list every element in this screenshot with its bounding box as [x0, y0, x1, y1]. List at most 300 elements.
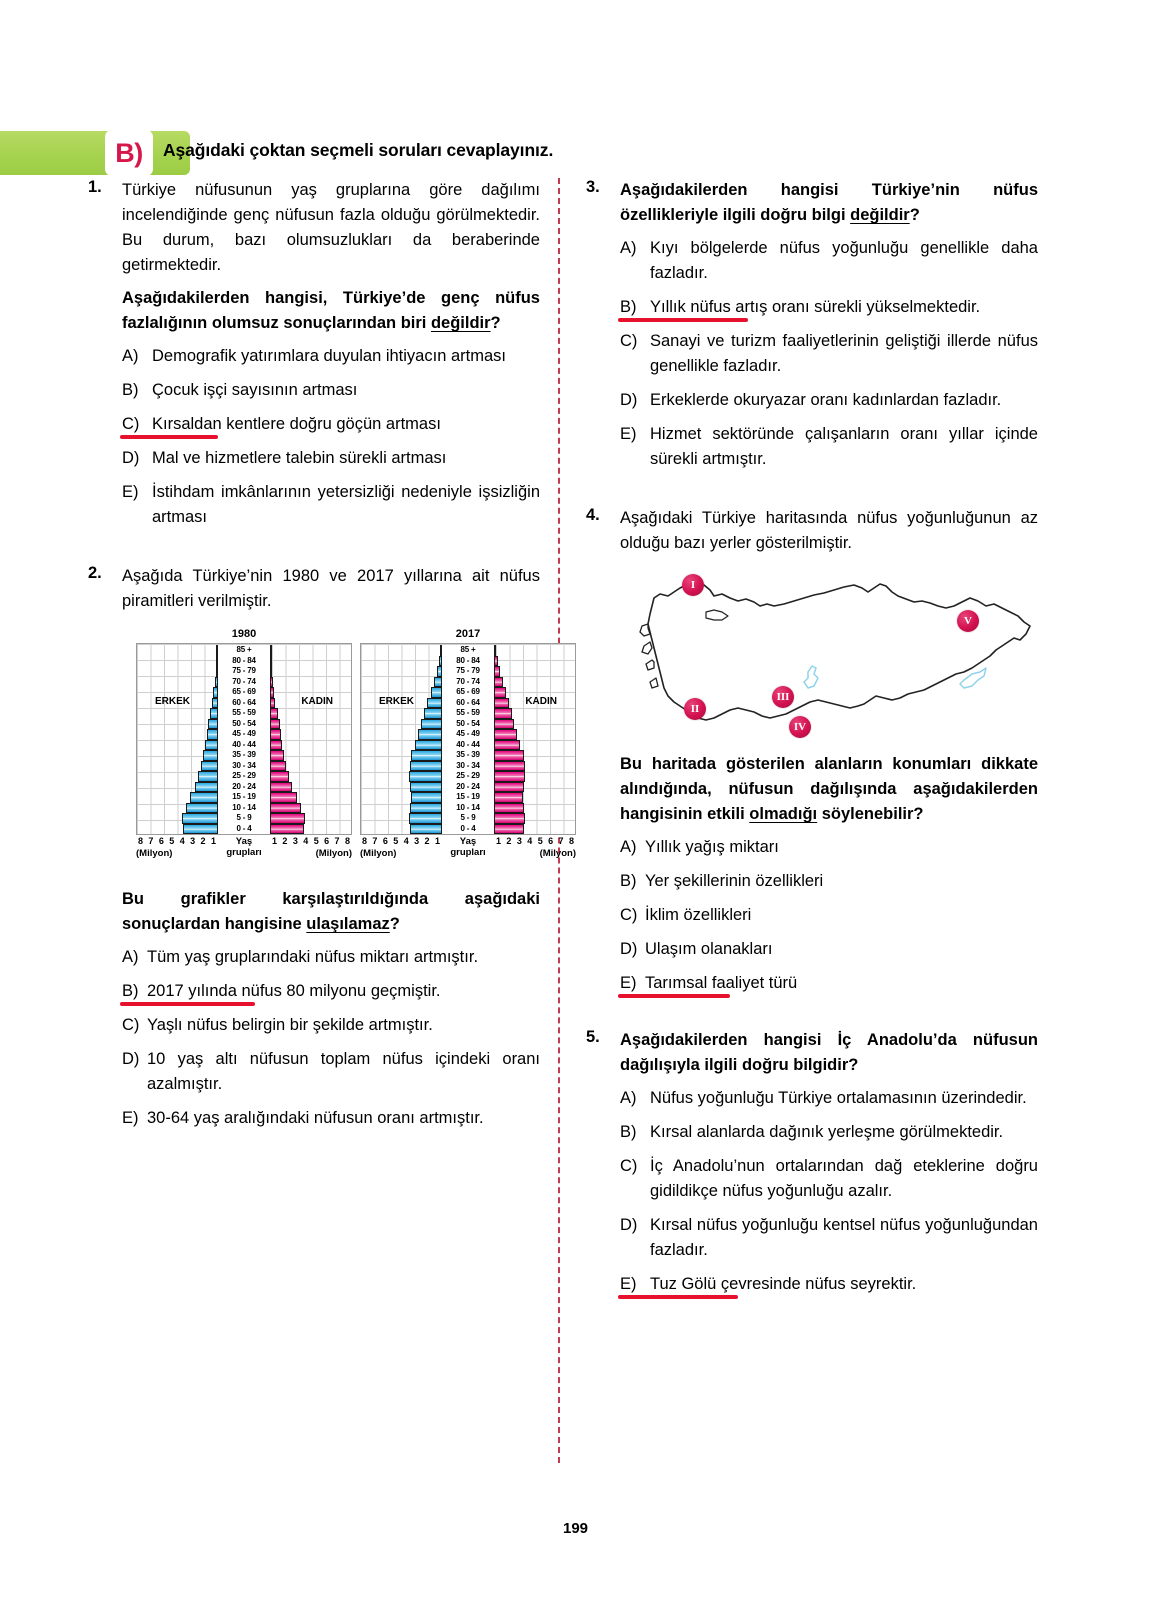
pyramid-bar-female — [494, 813, 525, 824]
axis-tick: 6 — [382, 836, 388, 846]
option-3d[interactable] — [620, 388, 1038, 413]
pyramid-1980-xticks-right — [270, 836, 352, 846]
pyramid-bar-female — [494, 698, 509, 709]
map-marker-v[interactable]: V — [957, 610, 979, 632]
answer-mark-1c — [120, 435, 218, 439]
question-1-prompt-keyword: değildir — [430, 314, 491, 332]
question-3-prompt-keyword: değildir — [850, 206, 910, 224]
pyramid-row — [137, 771, 351, 782]
pyramid-1980-title: 1980 — [231, 628, 257, 640]
axis-tick: 1 — [496, 836, 502, 846]
question-2-prompt-pre: Bu grafikler karşılaştırıldığında aşağıdaki sonuçlardan hangisine — [122, 890, 540, 933]
pyramid-row-female-area — [494, 813, 575, 824]
pyramid-age-label: 70 - 74 — [218, 677, 270, 688]
option-1e-letter: E) — [122, 483, 139, 501]
pyramid-bar-female — [270, 771, 289, 782]
pyramid-bar-male — [409, 813, 442, 824]
axis-tick: 2 — [506, 836, 512, 846]
option-4e-text: Tarımsal faaliyet türü — [645, 974, 798, 992]
pyramid-row-male-area — [137, 792, 218, 803]
pyramid-bar-female — [494, 761, 525, 772]
option-4a-letter: A) — [620, 838, 637, 856]
pyramid-age-label: 10 - 14 — [218, 803, 270, 814]
pyramid-age-label: 30 - 34 — [218, 761, 270, 772]
option-2a[interactable] — [122, 945, 540, 970]
question-3-prompt-pre: Aşağıdakilerden hangisi Türkiye’nin nüfus özellikleriyle ilgili doğru bilgi — [620, 181, 1038, 224]
pyramid-age-label: 5 - 9 — [218, 813, 270, 824]
option-1a[interactable] — [122, 344, 540, 369]
pyramid-row — [361, 761, 575, 772]
pyramid-row — [361, 656, 575, 667]
question-2-number: 2. — [88, 564, 102, 582]
option-2d-letter: D) — [122, 1050, 140, 1068]
pyramid-2017-legend-female: KADIN — [525, 696, 557, 707]
pyramid-row-female-area — [494, 645, 575, 656]
pyramid-bar-male — [186, 803, 218, 814]
pyramid-row — [361, 677, 575, 688]
pyramid-age-label: 55 - 59 — [442, 708, 494, 719]
option-2c-text: Yaşlı nüfus belirgin bir şekilde artmıştır. — [147, 1016, 433, 1034]
pyramid-row-female-area — [270, 719, 351, 730]
pyramid-2017-plot — [360, 643, 576, 835]
question-4 — [586, 506, 1038, 996]
option-3c[interactable] — [620, 329, 1038, 379]
pyramid-row-male-area — [361, 677, 442, 688]
pyramid-2017-axis-center-line1: Yaş — [459, 836, 477, 847]
pyramid-bar-female — [270, 740, 282, 751]
pyramid-row-female-area — [270, 824, 351, 835]
question-1-number: 1. — [88, 178, 102, 196]
pyramid-row-male-area — [361, 645, 442, 656]
axis-tick: 4 — [303, 836, 309, 846]
option-5b-text: Kırsal alanlarda dağınık yerleşme görülmektedir. — [650, 1123, 1004, 1141]
pyramid-bar-female — [494, 750, 524, 761]
pyramid-row — [361, 771, 575, 782]
pyramid-row-female-area — [494, 782, 575, 793]
option-4e[interactable] — [620, 971, 1038, 996]
question-1-prompt-pre: Aşağıdakilerden hangisi, Türkiye’de genç nüfus fazlalığının olumsuz sonuçlarından biri — [122, 289, 540, 332]
pyramid-row-male-area — [137, 677, 218, 688]
axis-tick: 7 — [372, 836, 378, 846]
option-3e-text: Hizmet sektöründe çalışanların oranı yıllar içinde sürekli artmıştır. — [650, 425, 1038, 468]
pyramid-bar-male — [190, 792, 218, 803]
option-3b-letter: B) — [620, 298, 637, 316]
option-5e[interactable] — [620, 1272, 1038, 1297]
pyramid-age-label: 25 - 29 — [442, 771, 494, 782]
pyramid-row — [361, 729, 575, 740]
pyramid-age-label: 80 - 84 — [218, 656, 270, 667]
option-1a-letter: A) — [122, 347, 139, 365]
axis-tick: 4 — [527, 836, 533, 846]
option-4a[interactable] — [620, 835, 1038, 860]
option-4c[interactable] — [620, 903, 1038, 928]
pyramid-age-label: 75 - 79 — [442, 666, 494, 677]
pyramid-row-male-area — [361, 729, 442, 740]
pyramid-1980-legend-male: ERKEK — [155, 696, 191, 707]
pyramid-row — [137, 677, 351, 688]
pyramid-row-female-area — [494, 803, 575, 814]
pyramid-row-male-area — [137, 813, 218, 824]
axis-tick: 5 — [313, 836, 319, 846]
pyramid-bar-female — [494, 645, 496, 656]
option-4d-letter: D) — [620, 940, 638, 958]
question-3-prompt — [620, 178, 1038, 228]
option-4c-text: İklim özellikleri — [645, 906, 752, 924]
section-badge: B) — [105, 130, 153, 176]
pyramid-2017-axis — [360, 835, 576, 869]
map-marker-iv[interactable]: IV — [789, 716, 811, 738]
section-banner — [0, 131, 190, 175]
option-1b-text: Çocuk işçi sayısının artması — [152, 381, 358, 399]
section-title: Aşağıdaki çoktan seçmeli soruları cevaplayınız. — [163, 140, 554, 160]
option-3e[interactable] — [620, 422, 1038, 472]
pyramid-row-male-area — [137, 708, 218, 719]
pyramid-row — [137, 719, 351, 730]
pyramid-row-female-area — [270, 750, 351, 761]
axis-tick: 5 — [169, 836, 175, 846]
axis-tick: 5 — [537, 836, 543, 846]
pyramid-row — [137, 645, 351, 656]
option-3c-letter: C) — [620, 332, 638, 350]
pyramid-1980 — [136, 628, 352, 869]
pyramid-bar-male — [427, 698, 442, 709]
option-5c-text: İç Anadolu’nun ortalarından dağ eteklerine doğru gidildikçe nüfus yoğunluğu azalır. — [650, 1157, 1038, 1200]
axis-tick: 6 — [158, 836, 164, 846]
pyramid-row-female-area — [270, 813, 351, 824]
axis-tick: 4 — [403, 836, 409, 846]
pyramid-1980-rows — [137, 644, 351, 834]
option-1c[interactable] — [122, 412, 540, 437]
pyramid-2017-title: 2017 — [455, 628, 481, 640]
axis-tick: 8 — [362, 836, 368, 846]
option-4c-letter: C) — [620, 906, 638, 924]
pyramid-row — [361, 803, 575, 814]
pyramid-2017-unit-right: (Milyon) — [539, 848, 576, 859]
option-1a-text: Demografik yatırımlara duyulan ihtiyacın artması — [152, 347, 506, 365]
pyramid-bar-female — [494, 708, 512, 719]
question-2-intro: Aşağıda Türkiye’nin 1980 ve 2017 yıllarına ait nüfus piramitleri verilmiştir. — [122, 567, 540, 610]
option-5c[interactable] — [620, 1154, 1038, 1204]
pyramid-row-female-area — [494, 677, 575, 688]
option-4d[interactable] — [620, 937, 1038, 962]
option-3b[interactable] — [620, 295, 1038, 320]
pyramid-row-male-area — [361, 761, 442, 772]
axis-tick: 6 — [548, 836, 554, 846]
pyramid-row-female-area — [494, 729, 575, 740]
pyramid-bar-male — [203, 750, 218, 761]
pyramid-row — [137, 813, 351, 824]
pyramid-1980-axis-center-line1: Yaş — [235, 836, 253, 847]
question-4-prompt-post: söylenebilir? — [817, 805, 924, 823]
pyramid-2017-xticks-right — [494, 836, 576, 846]
axis-tick: 1 — [434, 836, 440, 846]
option-3c-text: Sanayi ve turizm faaliyetlerinin geliştiği illerde nüfus genellikle fazladır. — [650, 332, 1038, 375]
pyramid-bar-female — [494, 666, 500, 677]
pyramid-row-female-area — [494, 750, 575, 761]
option-2d[interactable] — [122, 1047, 540, 1097]
pyramid-row-male-area — [361, 824, 442, 835]
option-1d[interactable] — [122, 446, 540, 471]
question-3-prompt-post: ? — [909, 206, 920, 224]
pyramid-age-label: 55 - 59 — [218, 708, 270, 719]
question-5-number: 5. — [586, 1028, 600, 1046]
pyramid-age-label: 20 - 24 — [442, 782, 494, 793]
axis-tick: 8 — [138, 836, 144, 846]
question-2-prompt-post: ? — [389, 915, 400, 933]
pyramid-row-male-area — [137, 761, 218, 772]
option-5b-letter: B) — [620, 1123, 637, 1141]
axis-tick: 7 — [334, 836, 340, 846]
option-4e-letter: E) — [620, 974, 637, 992]
pyramid-1980-axis-center-line2: grupları — [226, 847, 262, 858]
option-3a-letter: A) — [620, 239, 637, 257]
axis-tick: 3 — [516, 836, 522, 846]
option-5a-letter: A) — [620, 1089, 637, 1107]
pyramid-age-label: 5 - 9 — [442, 813, 494, 824]
question-5-prompt-pre: Aşağıdakilerden hangisi İç Anadolu’da nüfusun dağılışıyla ilgili doğru bilgidir? — [620, 1031, 1038, 1074]
pyramid-row-female-area — [270, 708, 351, 719]
option-2c-letter: C) — [122, 1016, 140, 1034]
question-2-prompt-keyword: ulaşılamaz — [306, 915, 390, 933]
pyramid-row-male-area — [137, 771, 218, 782]
axis-tick: 3 — [414, 836, 420, 846]
pyramid-age-label: 60 - 64 — [218, 698, 270, 709]
pyramid-2017-axis-center-line2: grupları — [450, 847, 486, 858]
option-1e-text: İstihdam imkânlarının yetersizliği nedeniyle işsizliğin artması — [152, 483, 540, 526]
option-4b[interactable] — [620, 869, 1038, 894]
pyramid-row-male-area — [137, 803, 218, 814]
option-5a[interactable] — [620, 1086, 1038, 1111]
pyramid-bar-female — [270, 729, 281, 740]
axis-tick: 6 — [324, 836, 330, 846]
pyramid-1980-xticks-left — [136, 836, 218, 846]
option-3e-letter: E) — [620, 425, 637, 443]
pyramid-row-male-area — [361, 750, 442, 761]
option-5d-letter: D) — [620, 1216, 638, 1234]
pyramid-bar-male — [431, 687, 442, 698]
pyramid-row — [137, 803, 351, 814]
pyramid-age-label: 40 - 44 — [218, 740, 270, 751]
map-marker-iii[interactable]: III — [772, 686, 794, 708]
pyramid-row — [137, 824, 351, 835]
pyramid-bar-male — [205, 740, 218, 751]
option-3d-text: Erkeklerde okuryazar oranı kadınlardan fazladır. — [650, 391, 1002, 409]
pyramid-row-male-area — [361, 740, 442, 751]
pyramid-row — [361, 782, 575, 793]
pyramid-row-male-area — [137, 666, 218, 677]
pyramid-row-female-area — [494, 708, 575, 719]
axis-tick: 3 — [292, 836, 298, 846]
question-4-prompt — [620, 752, 1038, 827]
map-marker-ii[interactable]: II — [684, 698, 706, 720]
pyramid-age-label: 0 - 4 — [442, 824, 494, 835]
option-1e[interactable] — [122, 480, 540, 530]
pyramid-row-female-area — [494, 761, 575, 772]
question-4-number: 4. — [586, 506, 600, 524]
pyramid-row — [361, 666, 575, 677]
population-pyramid-charts — [136, 628, 576, 869]
pyramid-age-label: 45 - 49 — [218, 729, 270, 740]
pyramid-bar-male — [410, 824, 442, 835]
question-3 — [586, 178, 1038, 472]
pyramid-bar-female — [494, 719, 514, 730]
pyramid-bar-male — [409, 771, 442, 782]
pyramid-age-label: 15 - 19 — [442, 792, 494, 803]
pyramid-1980-legend-female: KADIN — [301, 696, 333, 707]
question-1-intro: Türkiye nüfusunun yaş gruplarına göre dağılımı incelendiğinde genç nüfusun fazla olduğu görülmektedir. Bu durum, bazı olumsuzlukları da beraberinde getirmektedir. — [122, 181, 540, 274]
pyramid-bar-female — [270, 708, 278, 719]
pyramid-bar-female — [494, 782, 524, 793]
pyramid-2017 — [360, 628, 576, 869]
pyramid-row-male-area — [361, 771, 442, 782]
pyramid-row — [361, 792, 575, 803]
option-3a[interactable] — [620, 236, 1038, 286]
question-4-prompt-keyword: olmadığı — [749, 805, 818, 823]
pyramid-row-male-area — [137, 729, 218, 740]
option-5e-text: Tuz Gölü çevresinde nüfus seyrektir. — [650, 1275, 917, 1293]
pyramid-age-label: 20 - 24 — [218, 782, 270, 793]
pyramid-row-male-area — [137, 740, 218, 751]
pyramid-2017-rows — [361, 644, 575, 834]
pyramid-bar-female — [270, 645, 272, 656]
pyramid-age-label: 0 - 4 — [218, 824, 270, 835]
option-5b[interactable] — [620, 1120, 1038, 1145]
pyramid-row-female-area — [270, 666, 351, 677]
turkey-map — [634, 568, 1034, 738]
pyramid-row — [137, 666, 351, 677]
pyramid-bar-female — [270, 813, 305, 824]
option-1c-letter: C) — [122, 415, 140, 433]
pyramid-bar-male — [415, 740, 442, 751]
option-4a-text: Yıllık yağış miktarı — [645, 838, 779, 856]
pyramid-1980-axis — [136, 835, 352, 869]
answer-mark-3b — [618, 318, 748, 322]
question-2-options — [122, 945, 540, 1131]
axis-tick: 1 — [210, 836, 216, 846]
option-5a-text: Nüfus yoğunluğu Türkiye ortalamasının üzerindedir. — [650, 1089, 1027, 1107]
pyramid-bar-male — [410, 782, 442, 793]
answer-mark-5e — [618, 1295, 738, 1299]
option-2b[interactable] — [122, 979, 540, 1004]
pyramid-row — [137, 656, 351, 667]
pyramid-row — [361, 740, 575, 751]
option-3b-text: Yıllık nüfus artış oranı sürekli yükselmektedir. — [650, 298, 981, 316]
pyramid-row-female-area — [494, 771, 575, 782]
pyramid-bar-male — [208, 719, 218, 730]
option-2a-text: Tüm yaş gruplarındaki nüfus miktarı artmıştır. — [147, 948, 479, 966]
pyramid-bar-female — [494, 771, 525, 782]
axis-tick: 2 — [282, 836, 288, 846]
option-2e[interactable] — [122, 1106, 540, 1131]
pyramid-bar-male — [421, 719, 442, 730]
pyramid-age-label: 45 - 49 — [442, 729, 494, 740]
axis-tick: 4 — [179, 836, 185, 846]
option-2d-text: 10 yaş altı nüfusun toplam nüfus içindeki oranı azalmıştır. — [147, 1050, 540, 1093]
pyramid-row-female-area — [494, 792, 575, 803]
option-2e-letter: E) — [122, 1109, 139, 1127]
pyramid-row-male-area — [361, 719, 442, 730]
pyramid-bar-male — [410, 803, 442, 814]
pyramid-2017-axis-center — [442, 836, 494, 858]
pyramid-2017-unit-left: (Milyon) — [360, 848, 397, 859]
question-3-options — [620, 236, 1038, 472]
pyramid-bar-male — [411, 792, 442, 803]
pyramid-row-female-area — [494, 719, 575, 730]
pyramid-row — [137, 729, 351, 740]
option-2c[interactable] — [122, 1013, 540, 1038]
answer-mark-4e — [618, 994, 730, 998]
option-2a-letter: A) — [122, 948, 139, 966]
option-1b[interactable] — [122, 378, 540, 403]
option-2b-letter: B) — [122, 982, 139, 1000]
option-5e-letter: E) — [620, 1275, 637, 1293]
option-2b-text: 2017 yılında nüfus 80 milyonu geçmiştir. — [147, 982, 441, 1000]
question-5-options — [620, 1086, 1038, 1297]
question-4-prompt-pre: Bu haritada gösterilen alanların konumları dikkate alındığında, nüfusun dağılışında aşağıdakilerden hangisinin etkili — [620, 755, 1038, 823]
pyramid-row — [361, 750, 575, 761]
pyramid-row-female-area — [270, 656, 351, 667]
pyramid-row-female-area — [270, 803, 351, 814]
pyramid-bar-female — [494, 687, 506, 698]
pyramid-bar-female — [270, 698, 275, 709]
option-4b-letter: B) — [620, 872, 637, 890]
pyramid-row-male-area — [361, 813, 442, 824]
pyramid-bar-female — [494, 824, 524, 835]
page-number: 199 — [562, 1520, 589, 1537]
pyramid-1980-axis-center — [218, 836, 270, 858]
pyramid-bar-female — [494, 729, 517, 740]
axis-tick: 2 — [200, 836, 206, 846]
pyramid-row-female-area — [270, 729, 351, 740]
option-4d-text: Ulaşım olanakları — [645, 940, 773, 958]
pyramid-1980-unit-right: (Milyon) — [315, 848, 352, 859]
pyramid-bar-male — [198, 771, 218, 782]
pyramid-row — [137, 708, 351, 719]
question-5 — [586, 1028, 1038, 1297]
option-1d-text: Mal ve hizmetlere talebin sürekli artması — [152, 449, 447, 467]
pyramid-row-female-area — [494, 666, 575, 677]
pyramid-row — [137, 740, 351, 751]
pyramid-row — [361, 719, 575, 730]
pyramid-bar-male — [207, 729, 218, 740]
pyramid-1980-unit-left: (Milyon) — [136, 848, 173, 859]
option-1c-text: Kırsaldan kentlere doğru göçün artması — [152, 415, 441, 433]
right-column — [586, 178, 1038, 1321]
pyramid-bar-female — [270, 803, 301, 814]
map-marker-i[interactable]: I — [682, 574, 704, 596]
pyramid-bar-female — [270, 824, 304, 835]
pyramid-row-female-area — [270, 771, 351, 782]
pyramid-bar-male — [418, 729, 442, 740]
pyramid-age-label: 70 - 74 — [442, 677, 494, 688]
answer-mark-2b — [120, 1002, 255, 1006]
pyramid-bar-male — [434, 677, 442, 688]
pyramid-row — [137, 782, 351, 793]
option-5c-letter: C) — [620, 1157, 638, 1175]
axis-tick: 3 — [190, 836, 196, 846]
option-5d[interactable] — [620, 1213, 1038, 1263]
axis-tick: 8 — [344, 836, 350, 846]
pyramid-row-female-area — [270, 782, 351, 793]
pyramid-bar-female — [270, 792, 297, 803]
axis-tick: 1 — [272, 836, 278, 846]
pyramid-row-male-area — [361, 656, 442, 667]
question-1-options — [122, 344, 540, 530]
pyramid-row-male-area — [361, 792, 442, 803]
pyramid-age-label: 85 + — [218, 645, 270, 656]
pyramid-row-female-area — [270, 792, 351, 803]
pyramid-row-female-area — [270, 645, 351, 656]
